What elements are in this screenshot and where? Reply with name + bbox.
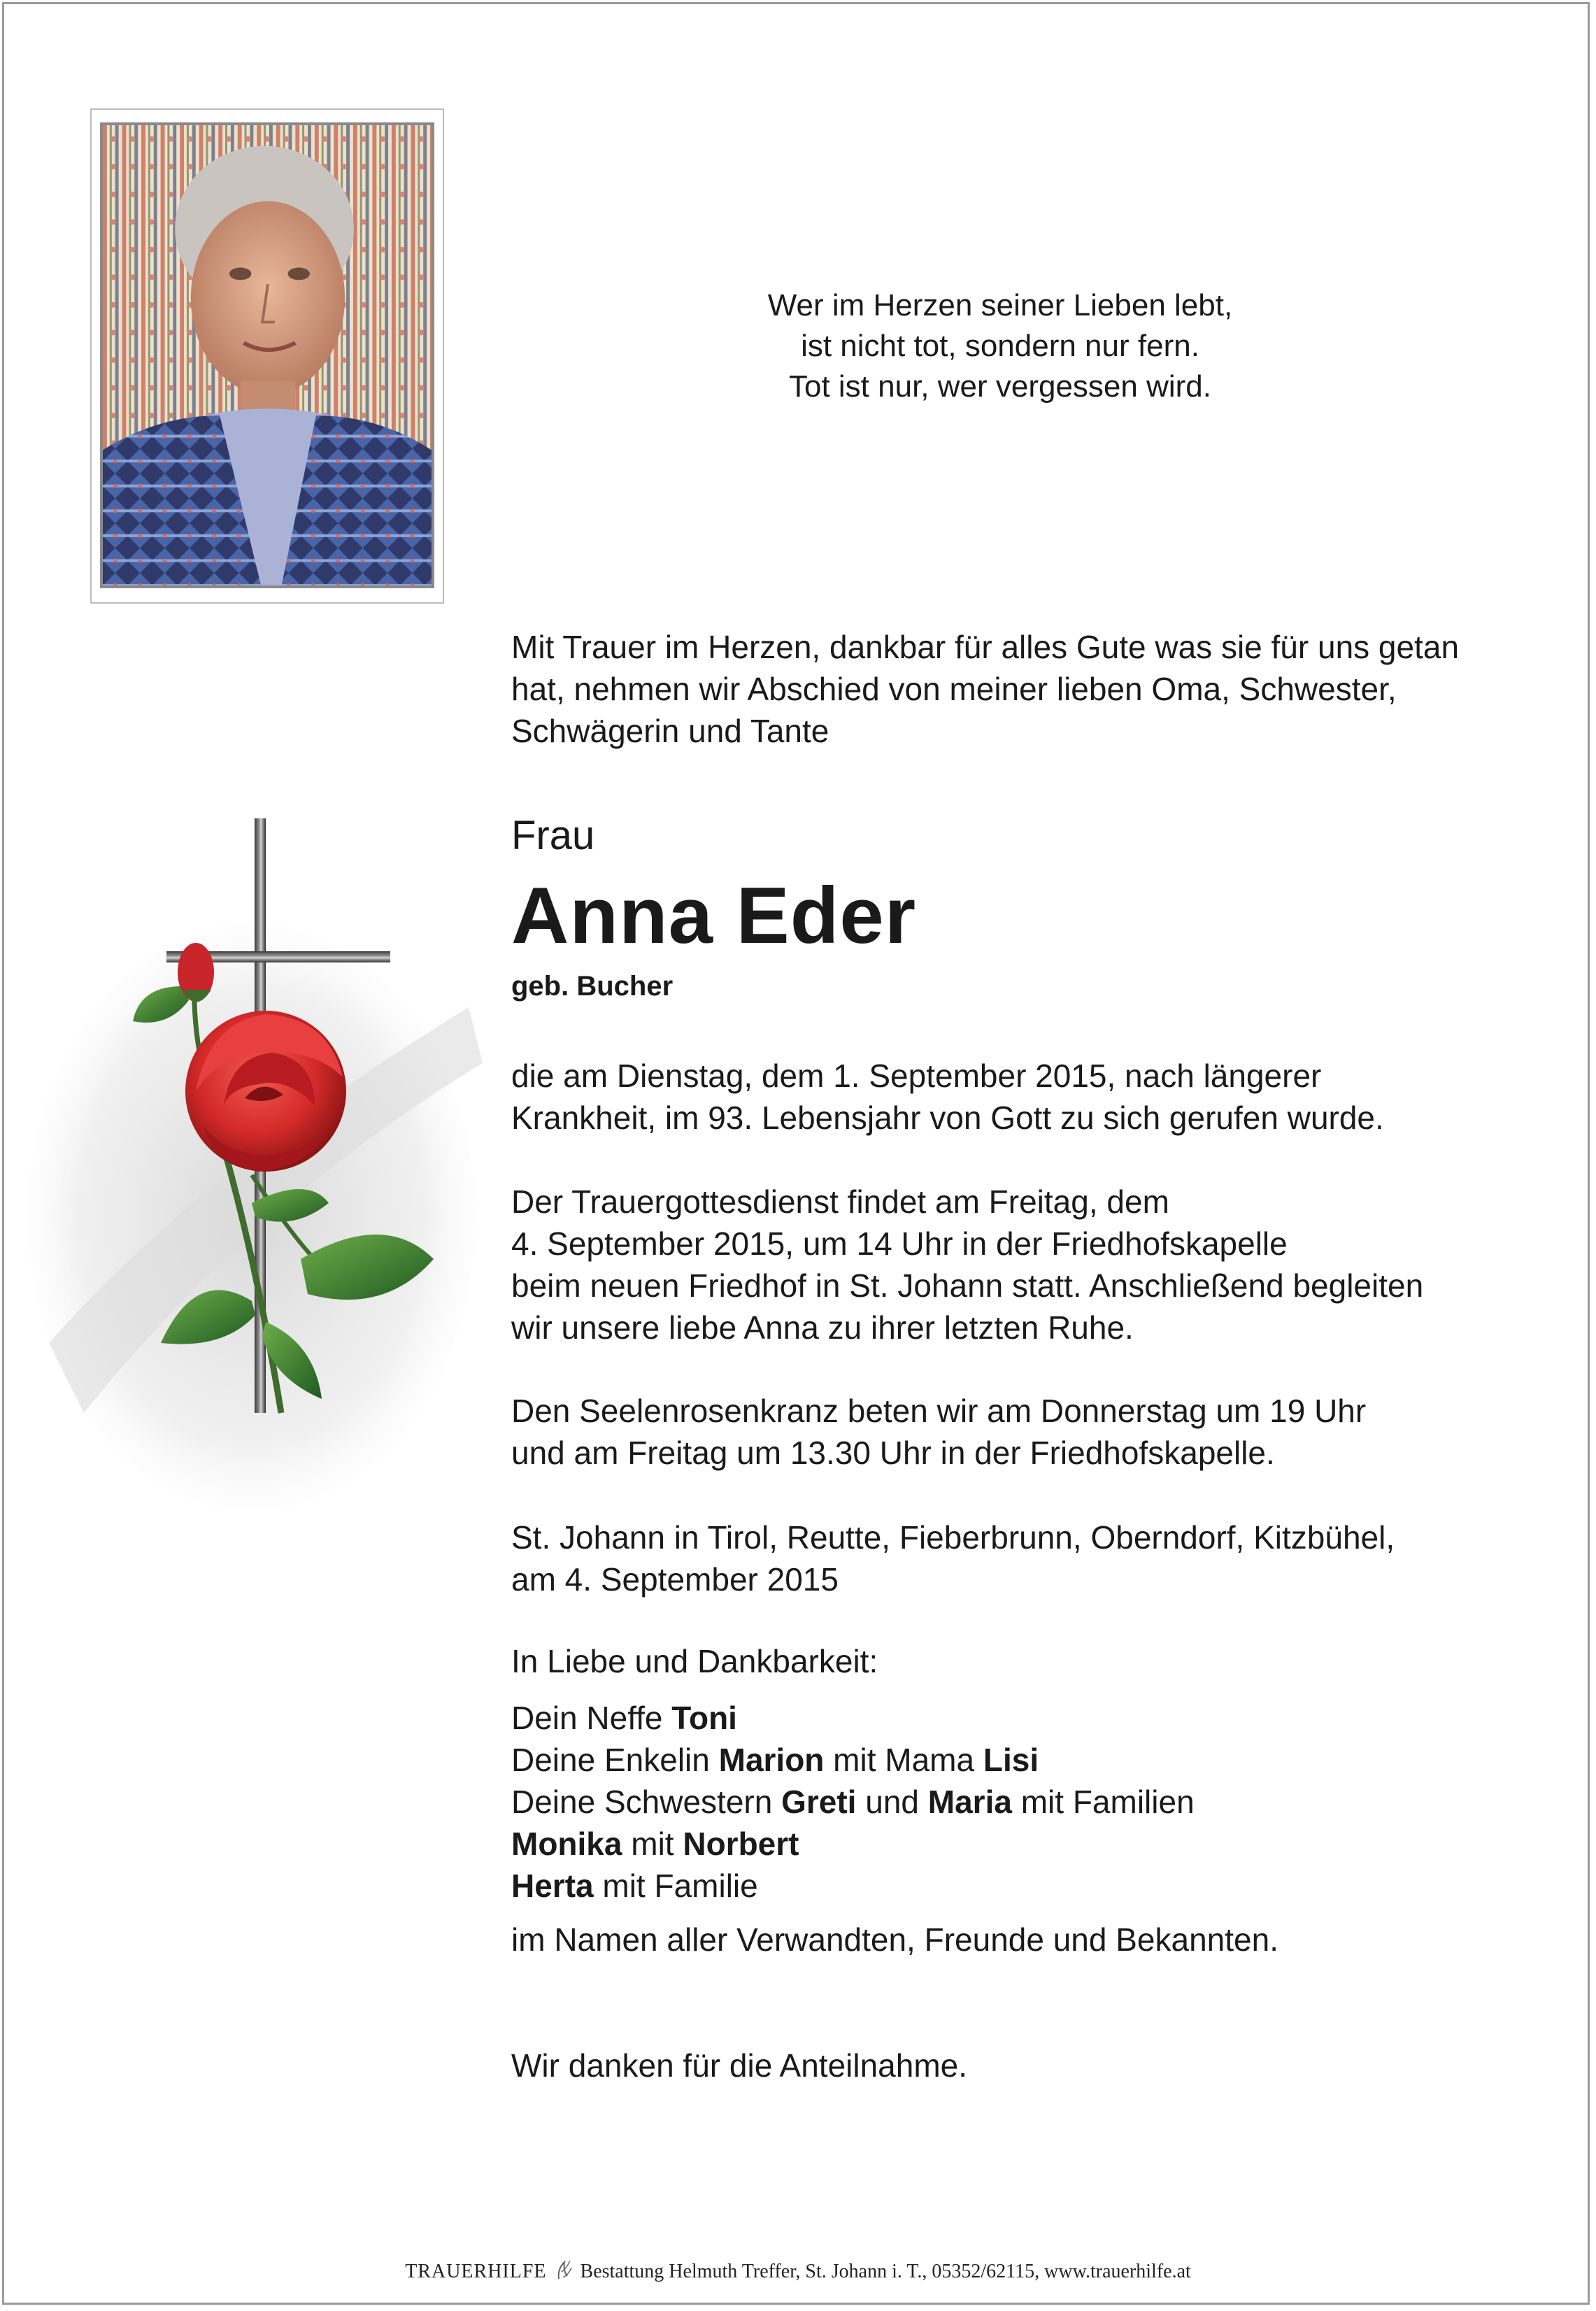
- portrait-photo: [100, 122, 434, 588]
- cross-with-rose-illustration: [21, 811, 504, 1567]
- text-line: 4. September 2015, um 14 Uhr in der Friedhofskapelle: [511, 1225, 1288, 1262]
- memorial-quote: [615, 285, 1385, 407]
- relation-text: Deine Schwestern: [511, 1784, 782, 1820]
- relation-text: mit: [622, 1826, 683, 1862]
- relation-text: mit Familien: [1011, 1784, 1195, 1820]
- footer-brand: TRAUERHILFE: [405, 2261, 547, 2282]
- mourner-name: Norbert: [683, 1826, 799, 1862]
- mourners-heading: In Liebe und Dankbarkeit:: [511, 1643, 878, 1679]
- text-line: Der Trauergottesdienst findet am Freitag, dem: [511, 1183, 1169, 1220]
- relation-text: mit Familie: [593, 1868, 758, 1904]
- text-line: wir unsere liebe Anna zu ihrer letzten Ruhe.: [511, 1309, 1134, 1346]
- relation-text: Deine Enkelin: [511, 1742, 719, 1778]
- mourner-line: [511, 1697, 1546, 1739]
- rosary-paragraph: [511, 1390, 1546, 1474]
- mourner-name: Greti: [781, 1784, 857, 1820]
- intro-paragraph: [511, 626, 1546, 752]
- text-line: die am Dienstag, dem 1. September 2015, nach längerer: [511, 1058, 1322, 1094]
- text-line: beim neuen Friedhof in St. Johann statt. Anschließend begleiten: [511, 1267, 1424, 1304]
- text-line: am 4. September 2015: [511, 1561, 839, 1598]
- text-line: und am Freitag um 13.30 Uhr in der Friedhofskapelle.: [511, 1435, 1275, 1471]
- text-line: St. Johann in Tirol, Reutte, Fieberbrunn, Oberndorf, Kitzbühel,: [511, 1519, 1395, 1556]
- funeral-service-paragraph: [511, 1181, 1546, 1349]
- text-line: hat, nehmen wir Abschied von meiner lieben Oma, Schwester,: [511, 671, 1397, 707]
- mourner-name: Toni: [671, 1700, 737, 1736]
- relation-text: Dein Neffe: [511, 1700, 672, 1736]
- relation-text: mit Mama: [824, 1742, 983, 1778]
- mourner-line: [511, 1865, 1546, 1907]
- mourner-name: Lisi: [983, 1742, 1039, 1778]
- portrait-frame: [90, 108, 444, 604]
- mourner-name: Marion: [718, 1742, 825, 1778]
- salutation: Frau: [511, 813, 595, 858]
- leaf-logo-icon: [555, 2258, 573, 2282]
- text-line: Schwägerin und Tante: [511, 713, 829, 749]
- place-date: [511, 1516, 1546, 1600]
- quote-line: Tot ist nur, wer vergessen wird.: [788, 369, 1211, 404]
- closing-line: im Namen aller Verwandten, Freunde und Bekannten.: [511, 1921, 1278, 1958]
- deceased-name: Anna Eder: [511, 872, 917, 960]
- footer: [0, 2258, 1596, 2283]
- mourner-line: [511, 1781, 1546, 1823]
- final-thanks: Wir danken für die Anteilnahme.: [511, 2047, 968, 2084]
- quote-line: ist nicht tot, sondern nur fern.: [801, 329, 1199, 363]
- footer-contact: Bestattung Helmuth Treffer, St. Johann i. T., 05352/62115, www.trauerhilfe.at: [580, 2261, 1191, 2282]
- quote-line: Wer im Herzen seiner Lieben lebt,: [767, 288, 1233, 322]
- mourners-list: [511, 1697, 1546, 1907]
- mourner-line: [511, 1823, 1546, 1865]
- death-notice-paragraph: [511, 1055, 1546, 1139]
- text-line: Krankheit, im 93. Lebensjahr von Gott zu sich gerufen wurde.: [511, 1100, 1384, 1136]
- mourner-name: Herta: [511, 1868, 594, 1904]
- text-line: Mit Trauer im Herzen, dankbar für alles Gute was sie für uns getan: [511, 629, 1460, 665]
- mourner-name: Monika: [511, 1826, 622, 1862]
- text-line: Den Seelenrosenkranz beten wir am Donnerstag um 19 Uhr: [511, 1393, 1367, 1429]
- maiden-name: geb. Bucher: [511, 971, 674, 1002]
- relation-text: und: [856, 1784, 928, 1820]
- mourner-line: [511, 1739, 1546, 1781]
- mourner-name: Maria: [927, 1784, 1012, 1820]
